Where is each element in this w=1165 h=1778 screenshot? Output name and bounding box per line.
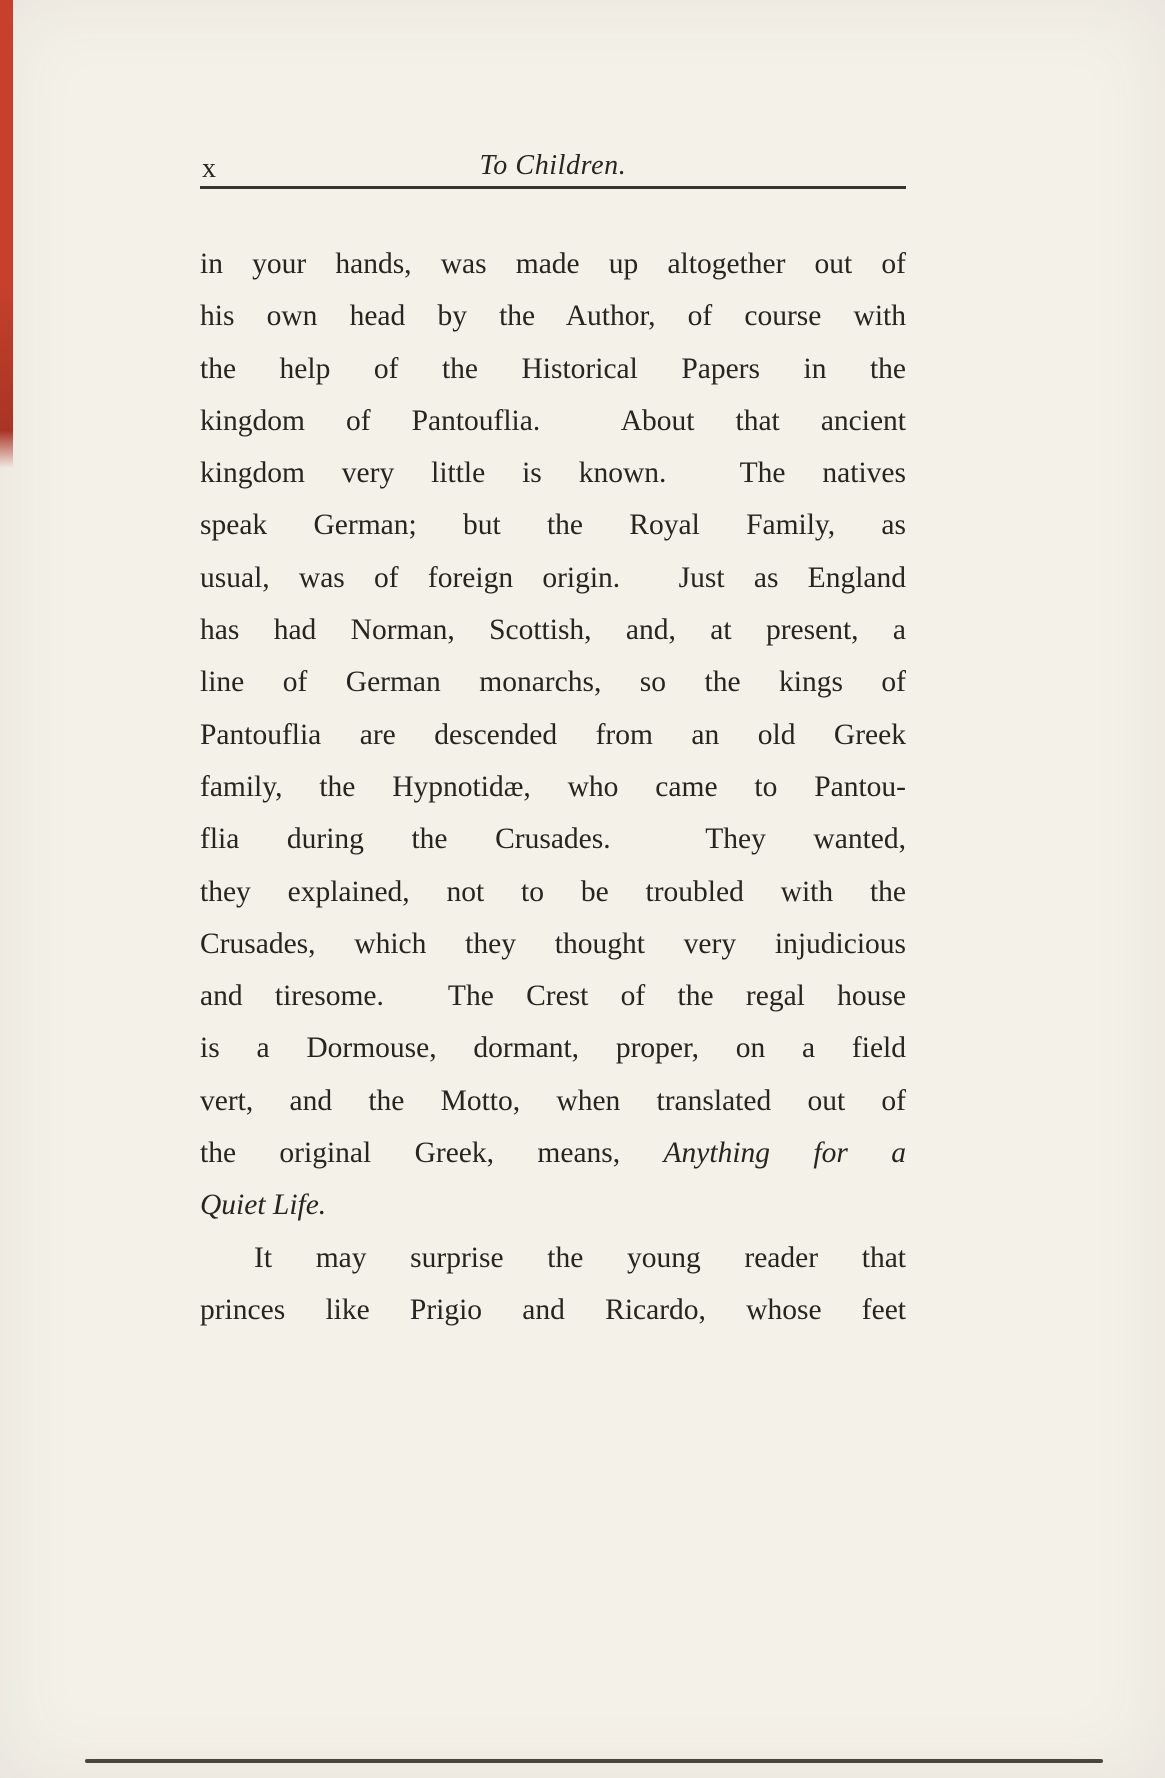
text-segment: and tiresome. The Crest of the regal house [200, 980, 906, 1013]
text-line [200, 1179, 906, 1231]
italic-text-segment: Quiet Life. [200, 1189, 327, 1222]
text-line [200, 290, 906, 342]
text-segment: Crusades, which they thought very injudicious [200, 927, 906, 960]
text-line [200, 761, 906, 813]
text-line [200, 343, 906, 395]
text-line [200, 447, 906, 499]
text-segment: vert, and the Motto, when translated out of [200, 1084, 906, 1117]
page-content [200, 150, 906, 1336]
text-line [200, 866, 906, 918]
scan-edge-artifact [0, 0, 13, 468]
text-segment: princes like Prigio and Ricardo, whose feet [200, 1293, 906, 1326]
text-line [200, 1022, 906, 1074]
text-line [200, 918, 906, 970]
page-number: x [202, 153, 216, 184]
header-rule [200, 186, 906, 189]
page-bottom-edge-artifact [85, 1759, 1103, 1763]
text-line [200, 813, 906, 865]
text-line [200, 656, 906, 708]
text-line [200, 709, 906, 761]
text-line [200, 604, 906, 656]
body-text [200, 238, 906, 1336]
text-segment: family, the Hypnotidæ, who came to Pantou- [200, 770, 906, 803]
text-segment: the help of the Historical Papers in the [200, 352, 906, 385]
text-segment: they explained, not to be troubled with the [200, 875, 906, 908]
text-segment: kingdom of Pantouflia. About that ancient [200, 404, 906, 437]
text-segment: his own head by the Author, of course with [200, 300, 906, 333]
text-segment: line of German monarchs, so the kings of [200, 666, 906, 699]
text-segment: usual, was of foreign origin. Just as England [200, 561, 906, 594]
text-segment: kingdom very little is known. The natives [200, 457, 906, 490]
italic-text-segment: Anything for a [663, 1137, 906, 1170]
text-line [200, 1075, 906, 1127]
text-segment: It may surprise the young reader that [254, 1241, 906, 1274]
text-segment: is a Dormouse, dormant, proper, on a field [200, 1032, 906, 1065]
running-title: To Children. [479, 150, 627, 181]
text-segment: the original Greek, means, [200, 1137, 664, 1170]
text-line [200, 970, 906, 1022]
text-segment: flia during the Crusades. They wanted, [200, 823, 906, 856]
text-segment: has had Norman, Scottish, and, at present, a [200, 614, 906, 647]
text-segment: speak German; but the Royal Family, as [200, 509, 906, 542]
text-line [200, 1127, 906, 1179]
text-segment: Pantouflia are descended from an old Greek [200, 718, 906, 751]
page-header [200, 150, 906, 192]
text-line [200, 552, 906, 604]
text-segment: in your hands, was made up altogether out of [200, 248, 906, 280]
text-line [200, 1232, 906, 1284]
text-line [200, 499, 906, 551]
text-line [200, 1284, 906, 1336]
text-line [200, 238, 906, 290]
text-line [200, 395, 906, 447]
